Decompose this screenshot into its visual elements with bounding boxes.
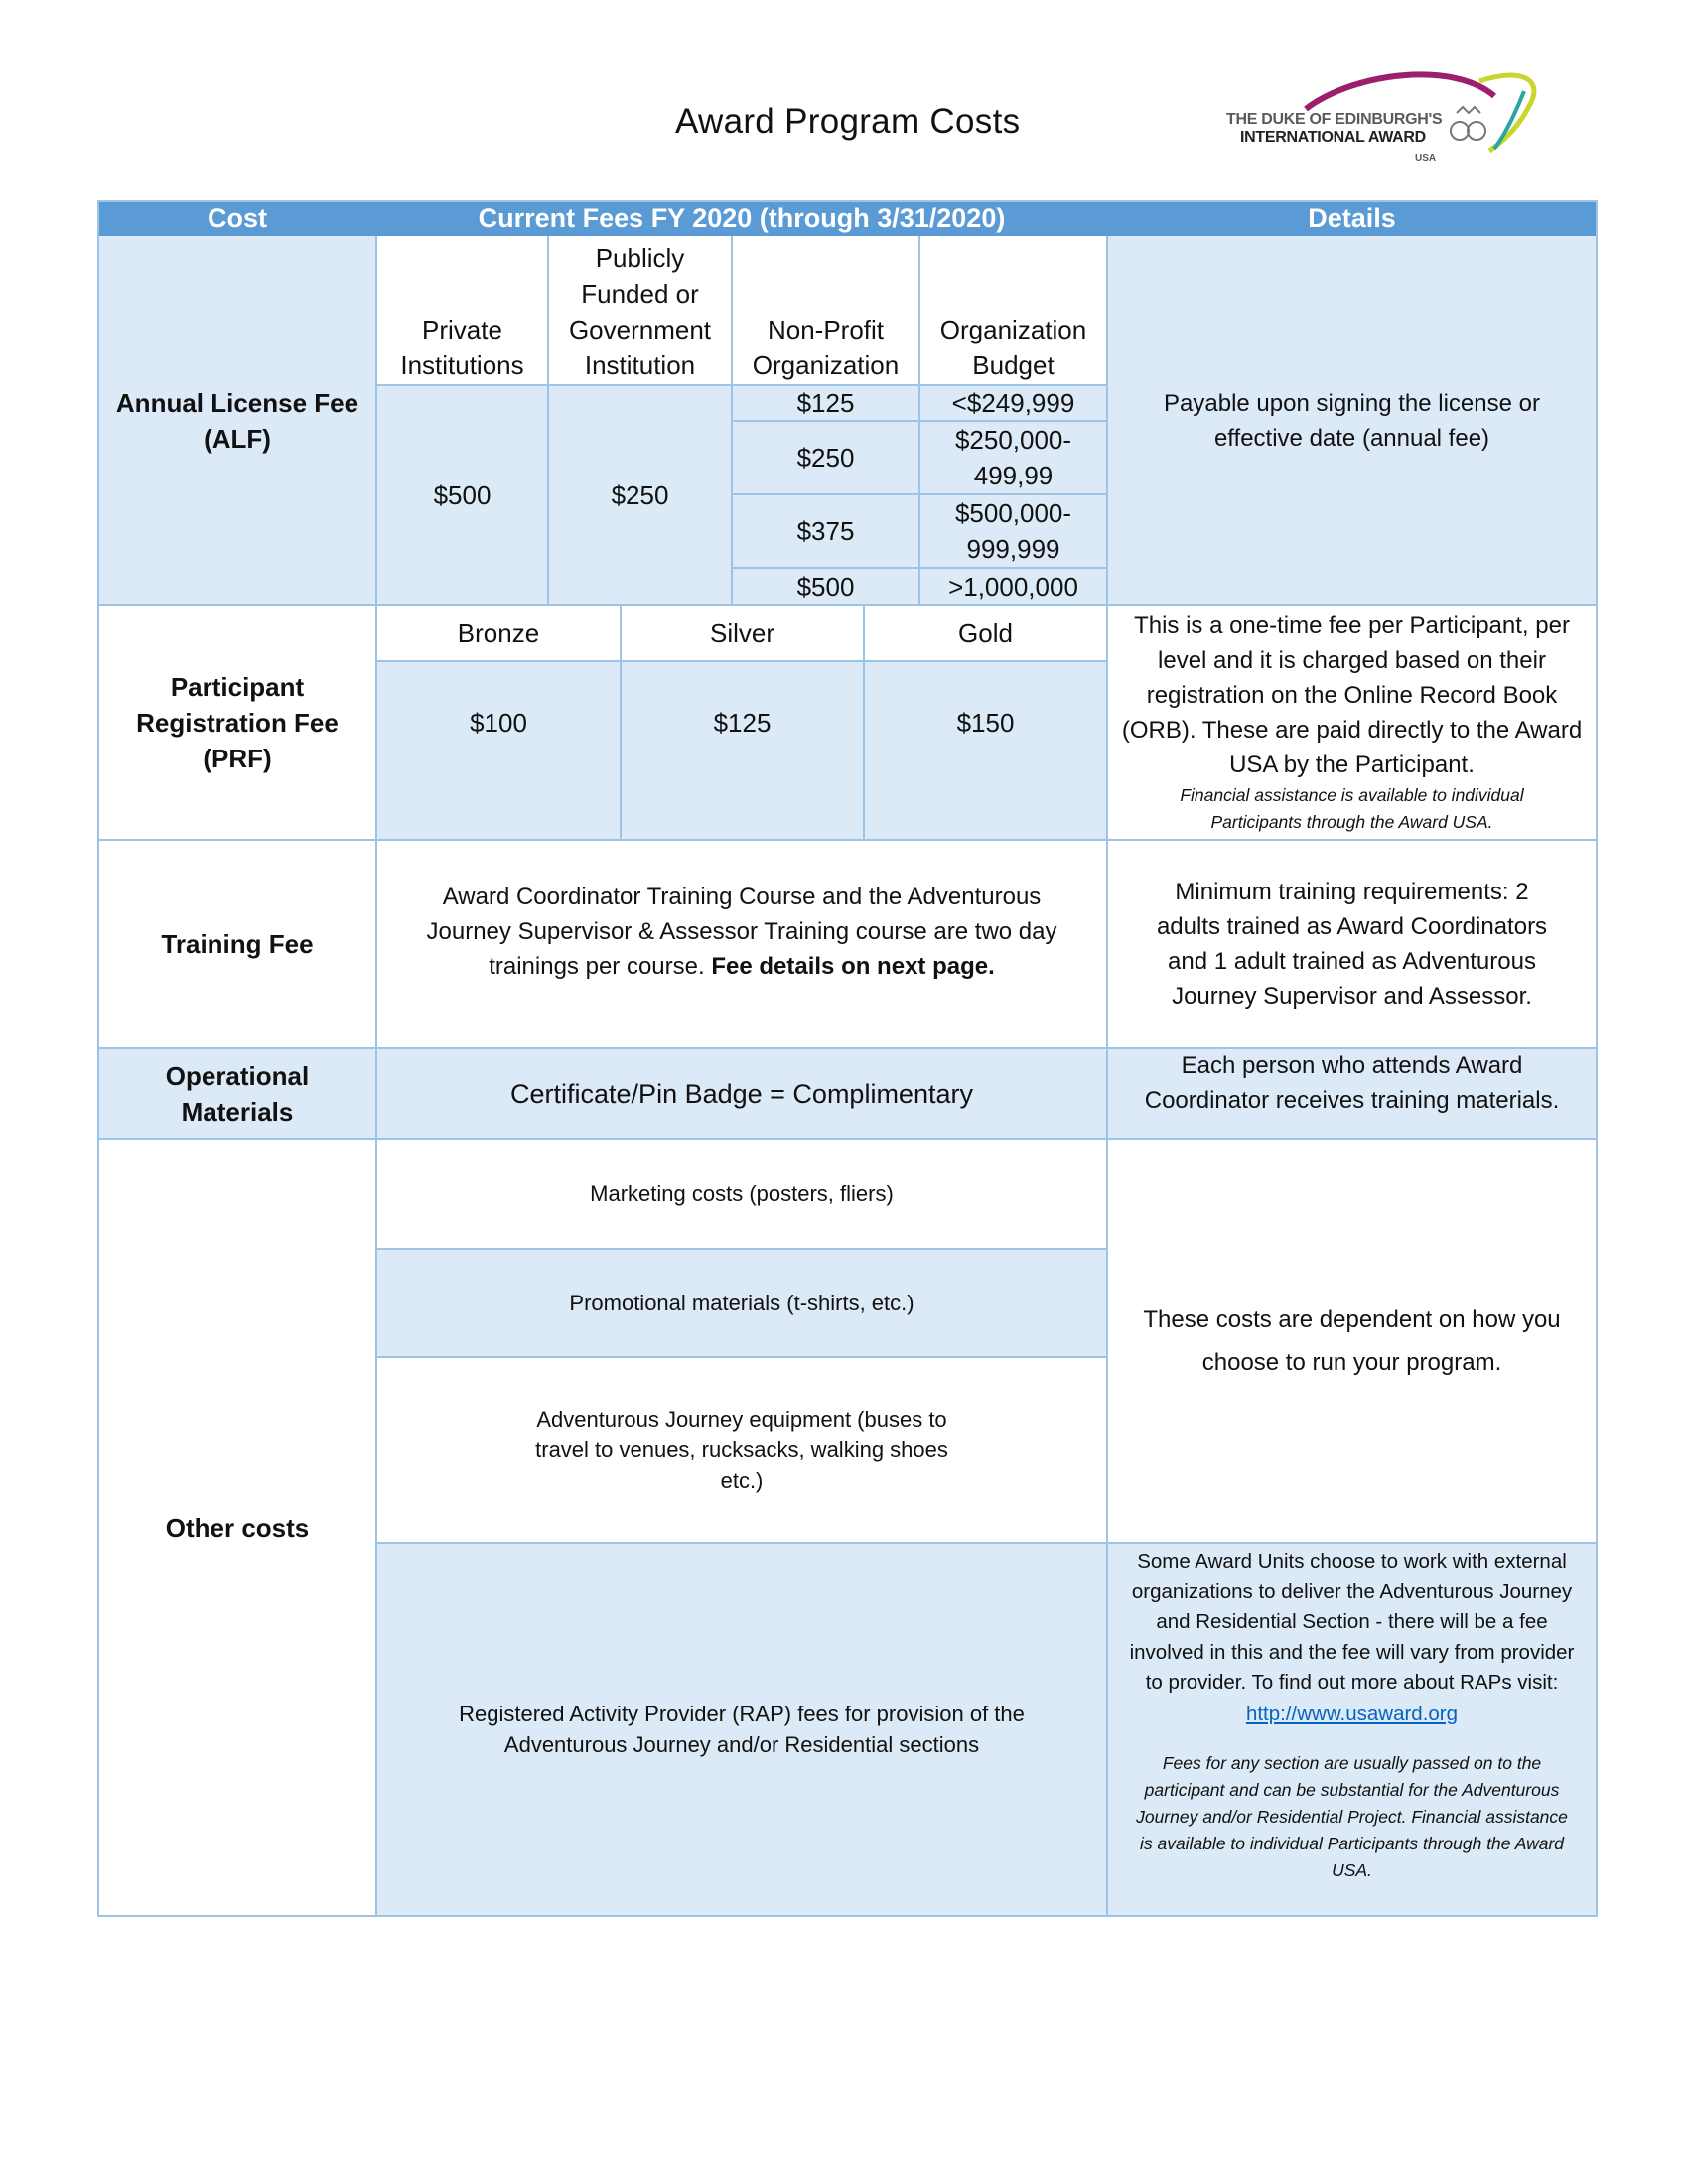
training-description-cell xyxy=(376,840,1107,1048)
rap-link[interactable]: http://www.usaward.org xyxy=(1245,1702,1459,1725)
alf-col-budget: Organization Budget xyxy=(939,315,1087,380)
award-logo xyxy=(1226,62,1554,171)
alf-tier-fee: $500 xyxy=(732,568,919,605)
rap-note: Fees for any section are usually passed on to the participant and can be substantial for the Adventurous Journey and/or Residential Project. Financial assistance is available to individual Participants through the Award USA. xyxy=(1136,1752,1568,1880)
header-details: Details xyxy=(1107,200,1597,236)
logo-line-1: THE DUKE OF EDINBURGH'S xyxy=(1226,111,1443,128)
page-title: Award Program Costs xyxy=(675,102,1021,141)
alf-tier-budget: >1,000,000 xyxy=(919,568,1107,605)
training-description: Award Coordinator Training Course and the Adventurous Journey Supervisor & Assessor Training course are two day trainings per course. xyxy=(426,884,1057,980)
alf-tier-fee: $250 xyxy=(732,421,919,494)
prf-details-note: Financial assistance is available to individual Participants through the Award USA. xyxy=(1180,785,1524,832)
header-cost: Cost xyxy=(98,200,376,236)
other-item-promotional: Promotional materials (t-shirts, etc.) xyxy=(376,1249,1107,1357)
prf-level-silver: Silver xyxy=(709,617,774,648)
prf-level-gold: Gold xyxy=(958,617,1013,648)
other-item-marketing: Marketing costs (posters, fliers) xyxy=(590,1181,894,1206)
alf-tier-budget: <$249,999 xyxy=(919,385,1107,421)
alf-label: Annual License Fee (ALF) xyxy=(98,236,376,605)
training-description-bold: Fee details on next page. xyxy=(711,953,995,980)
logo-line-3: USA xyxy=(1415,153,1437,164)
other-details-shared: These costs are dependent on how you choose to run your program. xyxy=(1143,1305,1561,1376)
prf-fee-bronze: $100 xyxy=(376,661,621,840)
alf-tier-fee: $125 xyxy=(732,385,919,421)
prf-label: Participant Registration Fee (PRF) xyxy=(136,671,339,773)
alf-tier-budget: $500,000-999,999 xyxy=(919,494,1107,568)
alf-public-fee: $250 xyxy=(548,385,732,605)
alf-private-fee: $500 xyxy=(376,385,548,605)
alf-tier-fee: $375 xyxy=(732,494,919,568)
operational-label: Operational Materials xyxy=(98,1048,376,1139)
prf-details: This is a one-time fee per Participant, per level and it is charged based on their registration on the Online Record Book (ORB). These are paid directly to the Award USA by the Participant. xyxy=(1121,613,1583,778)
other-item-adventurous-equipment: Adventurous Journey equipment (buses to travel to venues, rucksacks, walking shoes etc.) xyxy=(535,1407,948,1493)
alf-details: Payable upon signing the license or effective date (annual fee) xyxy=(1107,236,1597,605)
prf-fee-gold: $150 xyxy=(864,661,1107,840)
prf-level-bronze: Bronze xyxy=(457,617,540,648)
prf-details-cell xyxy=(1107,605,1597,840)
prf-fee-silver: $125 xyxy=(621,661,864,840)
training-label: Training Fee xyxy=(161,929,314,959)
operational-details: Each person who attends Award Coordinator receives training materials. xyxy=(1107,1048,1597,1139)
logo-line-2: INTERNATIONAL AWARD xyxy=(1240,129,1426,146)
alf-col-private: Private Institutions xyxy=(400,315,524,380)
alf-col-public: Publicly Funded or Government Institution xyxy=(568,243,712,380)
operational-description: Certificate/Pin Badge = Complimentary xyxy=(376,1048,1107,1139)
alf-tier-budget: $250,000-499,99 xyxy=(919,421,1107,494)
other-item-rap-fees: Registered Activity Provider (RAP) fees for provision of the Adventurous Journey and/or Residential sections xyxy=(376,1543,1107,1916)
header-current-fees: Current Fees FY 2020 (through 3/31/2020) xyxy=(376,200,1107,236)
alf-col-nonprofit: Non-Profit Organization xyxy=(752,315,900,380)
rap-details-cell xyxy=(1107,1543,1597,1916)
other-label: Other costs xyxy=(165,1512,310,1543)
rap-details: Some Award Units choose to work with external organizations to deliver the Adventurous Journey and Residential Section - there will be a fee involved in this and the fee will vary from provider to provider. To find out more about RAPs visit: xyxy=(1129,1550,1575,1694)
training-details: Minimum training requirements: 2 adults trained as Award Coordinators and 1 adult trained as Adventurous Journey Supervisor and Assessor. xyxy=(1156,879,1548,1010)
